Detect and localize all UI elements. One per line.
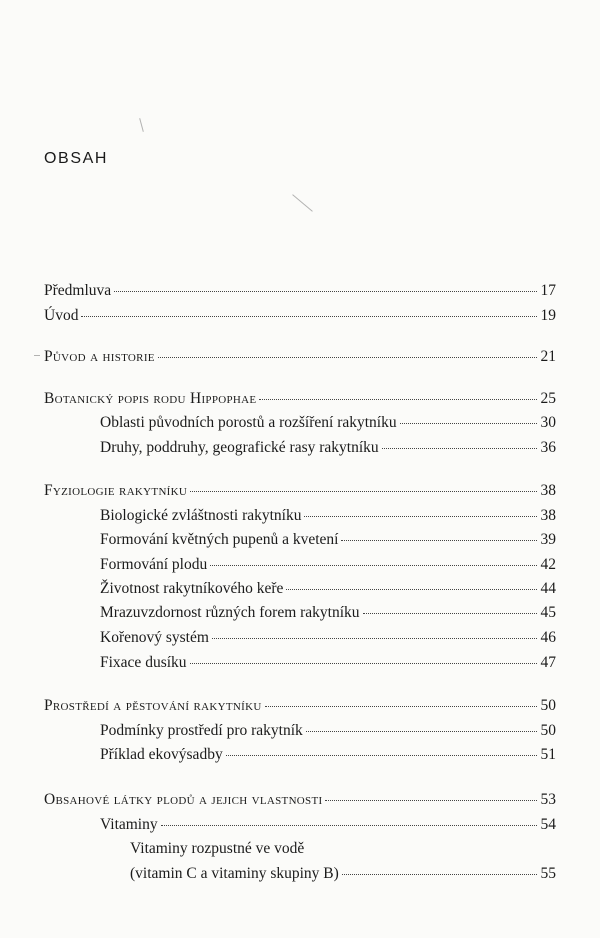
toc-entry-title: Oblasti původních porostů a rozšíření rakytníku: [100, 414, 397, 431]
scan-mark: [34, 355, 40, 356]
toc-page-number: 17: [540, 282, 556, 299]
dot-leader: [212, 638, 537, 639]
toc-page-number: 42: [540, 556, 556, 573]
toc-entry-title: Formování plodu: [100, 556, 208, 573]
dot-leader: [190, 491, 537, 492]
dot-leader: [400, 423, 537, 424]
toc-entry[interactable]: [100, 438, 556, 460]
toc-entry-title: Předmluva: [44, 282, 112, 299]
toc-entry-title: Vitaminy: [100, 816, 158, 833]
toc-entry[interactable]: [100, 653, 556, 675]
toc-heading: OBSAH: [44, 150, 109, 167]
toc-page-number: 53: [540, 791, 556, 808]
toc-entry-title: Fixace dusíku: [100, 654, 187, 671]
toc-page-number: 38: [540, 482, 556, 499]
toc-entry[interactable]: [44, 790, 556, 812]
dot-leader: [306, 731, 537, 732]
toc-entry[interactable]: [44, 481, 556, 503]
toc-entry-title: Formování květných pupenů a kvetení: [100, 531, 339, 548]
toc-entry-title: (vitamin C a vitaminy skupiny B): [130, 865, 339, 882]
toc-entry[interactable]: [100, 721, 556, 743]
toc-entry[interactable]: [100, 603, 556, 625]
toc-entry[interactable]: [44, 281, 556, 303]
toc-entry[interactable]: [44, 306, 556, 328]
toc-entry-title: Biologické zvláštnosti rakytníku: [100, 507, 302, 524]
toc-entry[interactable]: [44, 696, 556, 718]
toc-entry-title: Podmínky prostředí pro rakytník: [100, 722, 303, 739]
scan-mark: [292, 194, 313, 211]
dot-leader: [286, 589, 537, 590]
scan-mark: [139, 118, 144, 132]
toc-entry[interactable]: [100, 628, 556, 650]
dot-leader: [190, 663, 537, 664]
dot-leader: [259, 399, 537, 400]
toc-entry-title: Kořenový systém: [100, 629, 209, 646]
toc-entry[interactable]: [100, 530, 556, 552]
toc-section-title: Fyziologie rakytníku: [44, 482, 188, 499]
dot-leader: [210, 565, 537, 566]
toc-page-number: 55: [540, 865, 556, 882]
dot-leader: [265, 706, 537, 707]
dot-leader: [363, 613, 537, 614]
toc-section-title: Botanický popis rodu Hippophae: [44, 390, 257, 407]
toc-page-number: 21: [540, 348, 556, 365]
toc-page-number: 25: [540, 390, 556, 407]
dot-leader: [114, 291, 537, 292]
dot-leader: [342, 874, 537, 875]
toc-section-title: Obsahové látky plodů a jejich vlastnosti: [44, 791, 323, 808]
toc-entry-title: Úvod: [44, 307, 79, 324]
toc-page-number: 45: [540, 604, 556, 621]
toc-page-number: 19: [540, 307, 556, 324]
toc-entry[interactable]: [130, 864, 556, 886]
toc-page-number: 39: [540, 531, 556, 548]
toc-page-number: 54: [540, 816, 556, 833]
toc-page-number: 44: [540, 580, 556, 597]
dot-leader: [81, 316, 537, 317]
toc-page-number: 30: [540, 414, 556, 431]
toc-entry-title: Životnost rakytníkového keře: [100, 580, 284, 597]
dot-leader: [226, 755, 537, 756]
toc-page-number: 51: [540, 746, 556, 763]
toc-page-number: 46: [540, 629, 556, 646]
toc-page-number: 38: [540, 507, 556, 524]
toc-page-number: 50: [540, 722, 556, 739]
dot-leader: [161, 825, 537, 826]
toc-entry-title: Druhy, poddruhy, geografické rasy rakytníku: [100, 439, 379, 456]
toc-entry[interactable]: [44, 389, 556, 411]
toc-entry[interactable]: [100, 413, 556, 435]
toc-entry[interactable]: [100, 745, 556, 767]
dot-leader: [325, 800, 537, 801]
dot-leader: [304, 516, 537, 517]
toc-entry[interactable]: [44, 347, 556, 369]
toc-entry[interactable]: [100, 506, 556, 528]
toc-page-number: 36: [540, 439, 556, 456]
toc-entry[interactable]: [100, 579, 556, 601]
dot-leader: [158, 357, 537, 358]
toc-page-number: 50: [540, 697, 556, 714]
toc-entry-title: Mrazuvzdornost různých forem rakytníku: [100, 604, 360, 621]
toc-entry-title: Příklad ekovýsadby: [100, 746, 223, 763]
toc-page-number: 47: [540, 654, 556, 671]
toc-entry-title-line-1: Vitaminy rozpustné ve vodě: [130, 840, 305, 857]
dot-leader: [341, 540, 537, 541]
toc-section-title: Původ a historie: [44, 348, 155, 365]
toc-entry[interactable]: [100, 555, 556, 577]
toc-entry[interactable]: [100, 815, 556, 837]
dot-leader: [382, 448, 537, 449]
toc-section-title: Prostředí a pěstování rakytníku: [44, 697, 262, 714]
